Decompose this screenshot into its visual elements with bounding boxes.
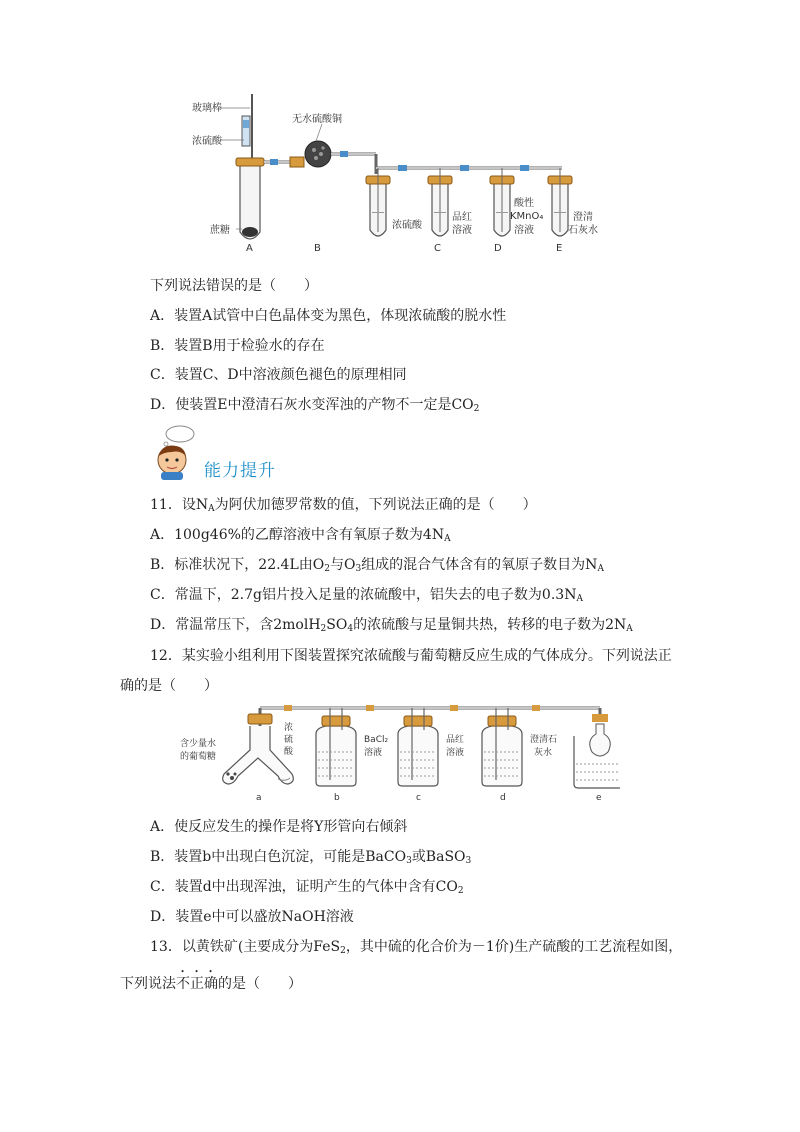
- label-glucose-2: 的葡萄糖: [180, 752, 217, 762]
- label-anhydrous-cuso4: 无水硫酸铜: [292, 114, 342, 125]
- label-conc-acid: 浓硫酸: [192, 136, 222, 147]
- label-magenta-1: 品红: [452, 212, 472, 223]
- label-bacl2-1: BaCl₂: [364, 735, 389, 745]
- emphasis-not-correct: 不正确: [176, 976, 218, 992]
- label-magenta-2: 溶液: [452, 225, 472, 236]
- label-letter-b2: b: [334, 793, 340, 803]
- q12-option-d: D．装置e中可以盛放NaOH溶液: [150, 909, 354, 925]
- q10-stem: 下列说法错误的是（ ）: [150, 278, 318, 294]
- label-lime-2: 石灰水: [568, 225, 598, 236]
- label-acid-1: 浓: [284, 723, 294, 733]
- q13-stem-line1: 13．以黄铁矿(主要成分为FeS$_2$，其中硫的化合价为－1价)生产硫酸的工艺流程如图，: [150, 939, 683, 956]
- q13-stem-line2: 下列说法不正确的是（ ）: [120, 976, 302, 992]
- q11-stem: 11．设$N_A$为阿伏加德罗常数的值，下列说法正确的是（ ）: [150, 497, 537, 514]
- label-letter-e2: e: [596, 793, 602, 803]
- label-lime-d2: 灰水: [534, 748, 553, 758]
- q10-option-c: C．装置C、D中溶液颜色褪色的原理相同: [150, 367, 407, 383]
- label-letter-a: A: [246, 243, 253, 254]
- q10-option-b: B．装置B用于检验水的存在: [150, 338, 325, 354]
- figure-sugar-experiment: [190, 92, 610, 257]
- label-letter-a2: a: [256, 793, 262, 803]
- label-letter-c2: c: [416, 793, 421, 803]
- q12-option-c: C．装置d中出现浑浊，证明产生的气体中含有$CO_2$: [150, 879, 464, 896]
- label-letter-d: D: [494, 243, 502, 254]
- label-c-acid: 浓硫酸: [392, 220, 422, 231]
- q12-stem-line2: 确的是（ ）: [120, 678, 218, 694]
- q11-option-c: C．常温下，2.7g铝片投入足量的浓硫酸中，铝失去的电子数为$0.3N_A$: [150, 587, 583, 604]
- label-glass-rod: 玻璃棒: [192, 103, 222, 114]
- label-letter-d2: d: [500, 793, 506, 803]
- label-kmno4-2: KMnO₄: [510, 211, 544, 222]
- label-magenta-c1: 品红: [446, 735, 465, 745]
- label-lime-d1: 澄清石: [530, 735, 558, 745]
- label-letter-b: B: [314, 243, 321, 254]
- label-kmno4-3: 溶液: [514, 225, 534, 236]
- cartoon-student-icon: [152, 424, 206, 480]
- q11-option-a: A．100g46%的乙醇溶液中含有氧原子数为$4N_A$: [150, 527, 451, 544]
- q11-option-b: B．标准状况下，22.4L由$O_2$与$O_3$组成的混合气体含有的氧原子数目为$N_A$: [150, 557, 604, 574]
- label-bacl2-2: 溶液: [364, 748, 383, 758]
- figure-glucose-experiment: [180, 700, 620, 804]
- label-letter-c: C: [434, 243, 441, 254]
- q12-option-b: B．装置b中出现白色沉淀，可能是BaCO$_3$或BaSO$_3$: [150, 849, 472, 866]
- label-letter-e: E: [556, 243, 563, 254]
- label-acid-3: 酸: [284, 747, 294, 757]
- q11-option-d: D．常温常压下，含$2molH_2SO_4$的浓硫酸与足量铜共热，转移的电子数为$2N_A$: [150, 617, 633, 634]
- label-magenta-c2: 溶液: [446, 748, 465, 758]
- label-acid-2: 硫: [284, 735, 294, 745]
- q12-option-a: A．使反应发生的操作是将Y形管向右倾斜: [150, 819, 408, 835]
- q10-option-d: D．使装置E中澄清石灰水变浑浊的产物不一定是$CO_2$: [150, 397, 480, 414]
- label-sucrose: 蔗糖: [210, 225, 230, 236]
- section-title-ability: 能力提升: [204, 461, 276, 481]
- q10-option-a: A．装置A试管中白色晶体变为黑色，体现浓硫酸的脱水性: [150, 308, 507, 324]
- q12-stem-line1: 12．某实验小组利用下图装置探究浓硫酸与葡萄糖反应生成的气体成分。下列说法正: [150, 648, 672, 664]
- label-lime-1: 澄清: [573, 212, 593, 223]
- label-kmno4-1: 酸性: [514, 198, 534, 209]
- label-glucose-1: 含少量水: [180, 739, 217, 749]
